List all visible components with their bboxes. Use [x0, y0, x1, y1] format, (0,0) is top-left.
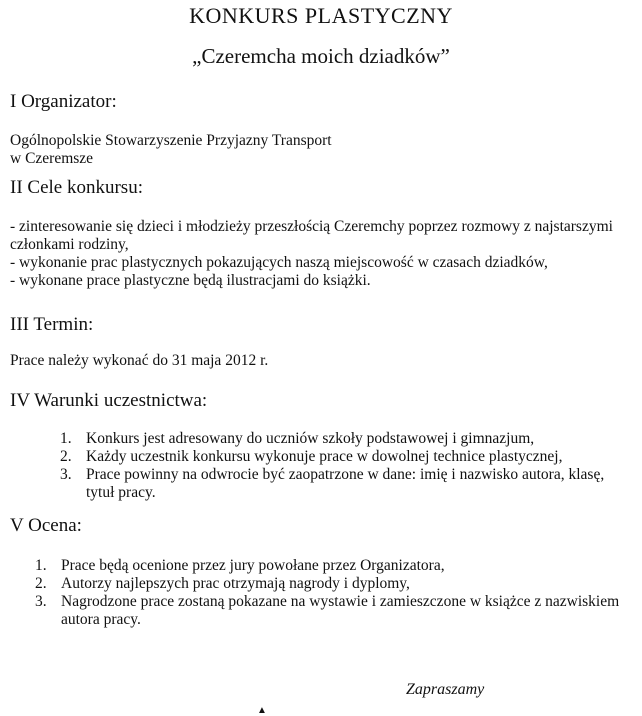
evaluation-list [35, 557, 635, 629]
list-item-number: 2. [35, 575, 47, 592]
list-item-text: Konkurs jest adresowany do uczniów szkoły podstawowej i gimnazjum, [86, 430, 535, 447]
goal-item: - zinteresowanie się dzieci i młodzieży przeszłością Czeremchy poprzez rozmowy z najstarszymi członkami rodziny, [10, 218, 613, 253]
list-item-text: Prace powinny na odwrocie być zaopatrzone w dane: imię i nazwisko autora, klasę, tytuł pracy. [86, 466, 605, 501]
closing-invitation: Zapraszamy [406, 681, 485, 698]
list-item-number: 1. [60, 430, 72, 447]
list-item [60, 430, 620, 448]
list-item-text: Prace będą ocenione przez jury powołane przez Organizatora, [61, 557, 445, 574]
list-item [60, 466, 620, 502]
list-item [35, 593, 635, 629]
goals-list [10, 218, 635, 290]
list-item [60, 448, 620, 466]
organizer-heading: I Organizator: [10, 91, 117, 112]
document-subtitle: „Czeremcha moich dziadków” [192, 44, 450, 68]
organizer-name: Ogólnopolskie Stowarzyszenie Przyjazny Transport [10, 132, 332, 149]
goals-heading: II Cele konkursu: [10, 177, 143, 198]
list-item-text: Nagrodzone prace zostaną pokazane na wystawie i zamieszczone w książce z nazwiskiem autora pracy. [61, 593, 620, 628]
list-item [35, 557, 635, 575]
goal-item: - wykonanie prac plastycznych pokazujących naszą miejscowość w czasach dziadków, [10, 254, 548, 271]
organizer-location: w Czeremsze [10, 150, 94, 167]
list-item-text: Każdy uczestnik konkursu wykonuje prace w dowolnej technice plastycznej, [86, 448, 563, 465]
list-item-text: Autorzy najlepszych prac otrzymają nagrody i dyplomy, [61, 575, 410, 592]
deadline-text: Prace należy wykonać do 31 maja 2012 r. [10, 352, 269, 369]
conditions-heading: IV Warunki uczestnictwa: [10, 390, 208, 411]
conditions-list [60, 430, 620, 502]
list-item-number: 2. [60, 448, 72, 465]
deadline-heading: III Termin: [10, 314, 94, 335]
evaluation-heading: V Ocena: [10, 515, 82, 536]
document-title: KONKURS PLASTYCZNY [189, 3, 453, 28]
list-item-number: 3. [35, 593, 47, 610]
list-item [35, 575, 635, 593]
list-item-number: 1. [35, 557, 47, 574]
goal-item: - wykonane prace plastyczne będą ilustracjami do książki. [10, 272, 371, 289]
caret-mark-icon: ▲ [257, 705, 267, 716]
list-item-number: 3. [60, 466, 72, 483]
